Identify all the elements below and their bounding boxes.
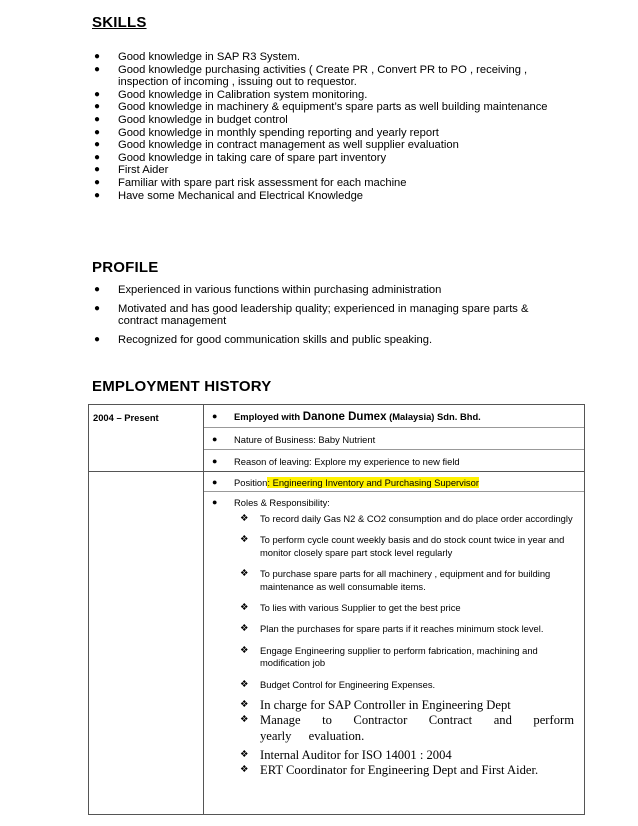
- diamond-bullet-icon: ❖: [240, 513, 249, 524]
- diamond-bullet-icon: ❖: [240, 568, 249, 580]
- list-item: ● Good knowledge in budget control: [93, 113, 288, 126]
- bullet-icon: ●: [93, 333, 101, 345]
- list-item: ● Recognized for good communication skills and public speaking.: [93, 333, 433, 346]
- reason-row: ● Reason of leaving: Explore my experience to new field: [212, 456, 460, 467]
- diamond-bullet-icon: ❖: [240, 750, 249, 761]
- bullet-icon: ●: [93, 51, 101, 62]
- diamond-bullet-icon: ❖: [240, 678, 249, 690]
- list-item: ● Good knowledge purchasing activities ( Create PR , Convert PR to PO , receiving , inspection of incoming , issuing out to requestor.: [93, 63, 528, 89]
- diamond-bullet-icon: ❖: [240, 765, 249, 776]
- role-item: ❖ To record daily Gas N2 & CO2 consumption and do place order accordingly: [240, 513, 573, 524]
- table-row: [89, 472, 585, 815]
- role-item: ❖ Plan the purchases for spare parts if it reaches minimum stock level.: [240, 623, 544, 635]
- bullet-icon: ●: [93, 164, 101, 176]
- roles-row: ● Roles & Responsibility:: [212, 497, 330, 508]
- role-cell: [204, 472, 585, 815]
- role-item: ❖ Manage to Contractor Contract and perform yearly evaluation.: [240, 713, 574, 743]
- list-item: ● Good knowledge in machinery & equipment’s spare parts as well building maintenance: [93, 101, 548, 114]
- bullet-icon: ●: [93, 88, 101, 100]
- diamond-bullet-icon: ❖: [240, 602, 249, 614]
- period-cell: [89, 405, 204, 472]
- list-item: ● Motivated and has good leadership quality; experienced in managing spare parts & contract management: [93, 302, 529, 328]
- list-item: ● Good knowledge in SAP R3 System.: [93, 51, 300, 63]
- employment-table: [88, 404, 585, 815]
- role-item: ❖ Engage Engineering supplier to perform fabrication, machining and modification job: [240, 644, 538, 669]
- company-name: Danone Dumex: [302, 411, 387, 423]
- bullet-icon: ●: [212, 477, 218, 487]
- table-row: [89, 405, 585, 472]
- bullet-icon: ●: [93, 101, 101, 113]
- bullet-icon: ●: [212, 434, 218, 444]
- bullet-icon: ●: [93, 113, 101, 125]
- list-item: ● Good knowledge in taking care of spare part inventory: [93, 151, 387, 164]
- position-title: : Engineering Inventory and Purchasing Supervisor: [267, 477, 479, 488]
- employer-row: ● Employed with Danone Dumex (Malaysia) Sdn. Bhd.: [204, 405, 584, 428]
- list-item: ● Good knowledge in Calibration system monitoring.: [93, 88, 368, 101]
- bullet-icon: ●: [93, 63, 101, 75]
- list-item: ● Have some Mechanical and Electrical Knowledge: [93, 189, 364, 202]
- bullet-icon: ●: [212, 411, 218, 421]
- list-item: ● First Aider: [93, 164, 169, 177]
- role-item: ❖ Budget Control for Engineering Expenses.: [240, 678, 436, 690]
- skills-list: [92, 51, 552, 202]
- bullet-icon: ●: [93, 139, 101, 151]
- bullet-icon: ●: [93, 189, 101, 201]
- list-item: ● Good knowledge in monthly spending reporting and yearly report: [93, 126, 439, 139]
- role-item: ❖ In charge for SAP Controller in Engineering Dept: [240, 698, 511, 713]
- nature-row: ● Nature of Business: Baby Nutrient: [204, 428, 584, 450]
- role-item: ❖ To purchase spare parts for all machinery , equipment and for building maintenance as well consumable items.: [240, 568, 551, 592]
- employment-heading: EMPLOYMENT HISTORY: [92, 378, 272, 395]
- bullet-icon: ●: [93, 302, 101, 314]
- diamond-bullet-icon: ❖: [240, 715, 249, 726]
- list-item: ● Good knowledge in contract management as well supplier evaluation: [93, 139, 459, 152]
- profile-list: [92, 284, 562, 346]
- role-item: ❖ ERT Coordinator for Engineering Dept and First Aider.: [240, 763, 539, 778]
- bullet-icon: ●: [93, 151, 101, 163]
- diamond-bullet-icon: ❖: [240, 534, 249, 546]
- list-item: ● Familiar with spare part risk assessment for each machine: [93, 176, 407, 189]
- bullet-icon: ●: [93, 284, 101, 295]
- profile-heading: PROFILE: [92, 259, 159, 276]
- diamond-bullet-icon: ❖: [240, 700, 249, 711]
- skills-heading: SKILLS: [92, 14, 147, 31]
- bullet-icon: ●: [93, 126, 101, 138]
- company-cell: [204, 405, 585, 472]
- employment-period: 2004 – Present: [93, 412, 159, 423]
- position-row: ● Position: Engineering Inventory and Purchasing Supervisor: [204, 472, 584, 492]
- diamond-bullet-icon: ❖: [240, 644, 249, 656]
- bullet-icon: ●: [212, 456, 218, 466]
- bullet-icon: ●: [212, 497, 218, 507]
- bullet-icon: ●: [93, 176, 101, 188]
- role-item: ❖ To lies with various Supplier to get the best price: [240, 602, 461, 614]
- list-item: ● Experienced in various functions within purchasing administration: [93, 284, 442, 296]
- role-item: ❖ Internal Auditor for ISO 14001 : 2004: [240, 748, 452, 763]
- diamond-bullet-icon: ❖: [240, 623, 249, 635]
- role-item: ❖ To perform cycle count weekly basis and do stock count twice in year and monitor closely spare part stock level regularly: [240, 534, 565, 558]
- empty-cell: [89, 472, 204, 815]
